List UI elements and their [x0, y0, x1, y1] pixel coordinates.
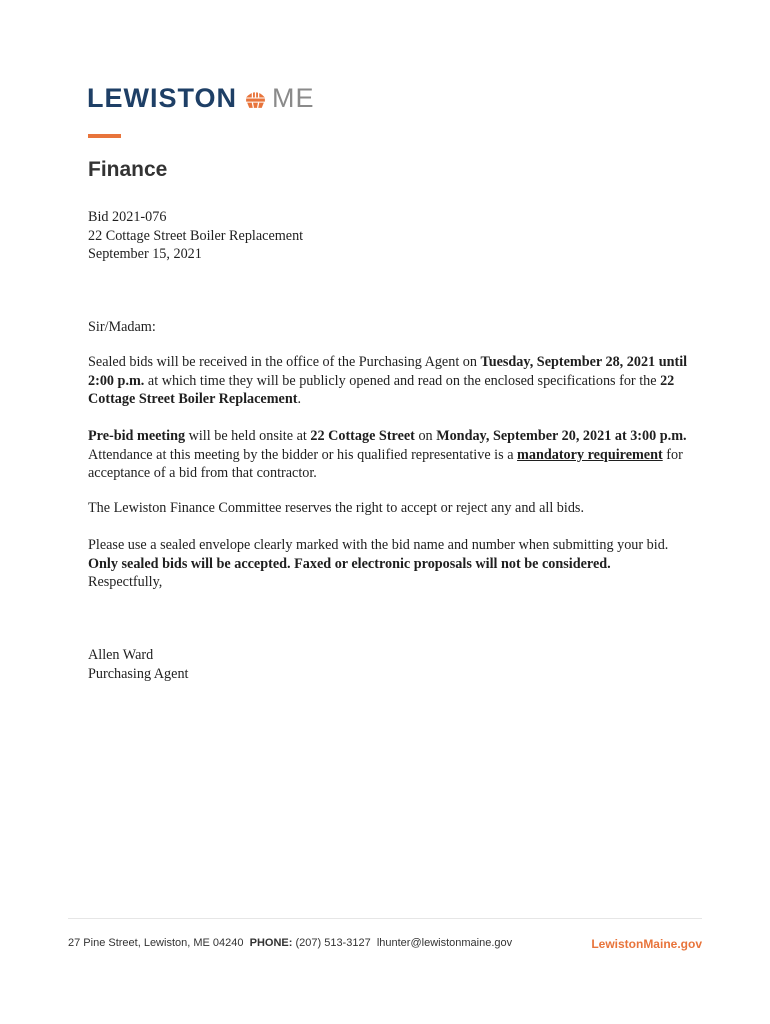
bid-header — [88, 208, 713, 264]
footer-phone: (207) 513-3127 — [295, 937, 371, 949]
footer-website-link[interactable]: LewistonMaine.gov — [591, 937, 702, 951]
paragraph-rights: The Lewiston Finance Committee reserves the right to accept or reject any and all bids. — [88, 500, 585, 516]
city-logo — [87, 82, 315, 114]
footer-email[interactable]: lhunter@lewistonmaine.gov — [376, 937, 513, 949]
closing: Respectfully, — [88, 574, 163, 590]
project-name-bold: 22 Cottage Street Boiler Replacement — [88, 372, 675, 407]
meeting-datetime: Monday, September 20, 2021 at 3:00 p.m. — [436, 428, 687, 444]
logo-text-lewiston: LEWISTON — [87, 83, 238, 113]
department-title: Finance — [88, 158, 168, 181]
paragraph-prebid-meeting: Pre-bid meeting will be held onsite at 22 Cottage Street on Monday, September 20, 2021 at 3:00 p.m. Attendance at this meeting by the bidder or his qualified representative is a mandatory requirement for acceptance of a bid from that contractor. — [88, 428, 687, 481]
logo-text-me: ME — [272, 83, 315, 113]
accent-divider — [88, 134, 121, 138]
city-seal-icon — [243, 86, 268, 111]
paragraph-bid-deadline: Sealed bids will be received in the office of the Purchasing Agent on Tuesday, September 28, 2021 until 2:00 p.m. at which time they will be publicly opened and read on the enclosed specifications for the 22 Cottage Street Boiler Replacement. — [88, 354, 688, 407]
letter-date: September 15, 2021 — [88, 246, 202, 262]
project-name: 22 Cottage Street Boiler Replacement — [88, 227, 304, 244]
signer-title: Purchasing Agent — [88, 665, 189, 682]
salutation: Sir/Madam: — [88, 319, 156, 335]
paragraph-instructions: Please use a sealed envelope clearly marked with the bid name and number when submitting your bid. Only sealed bids will be accepted. Faxed or electronic proposals will not be considered. — [88, 537, 669, 572]
prebid-label: Pre-bid meeting — [88, 428, 186, 444]
footer-phone-label: PHONE: — [249, 937, 293, 949]
footer-divider — [68, 918, 702, 919]
bid-deadline: Tuesday, September 28, 2021 until 2:00 p.m. — [88, 354, 688, 389]
mandatory-requirement: mandatory requirement — [517, 446, 663, 463]
signature-block — [88, 646, 713, 683]
bid-number: Bid 2021-076 — [88, 209, 167, 225]
footer — [68, 937, 702, 953]
signer-name: Allen Ward — [88, 647, 154, 663]
meeting-location: 22 Cottage Street — [310, 428, 415, 444]
footer-address: 27 Pine Street, Lewiston, ME 04240 — [68, 937, 244, 949]
sealed-bids-notice: Only sealed bids will be accepted. Faxed or electronic proposals will not be considered. — [88, 555, 611, 572]
